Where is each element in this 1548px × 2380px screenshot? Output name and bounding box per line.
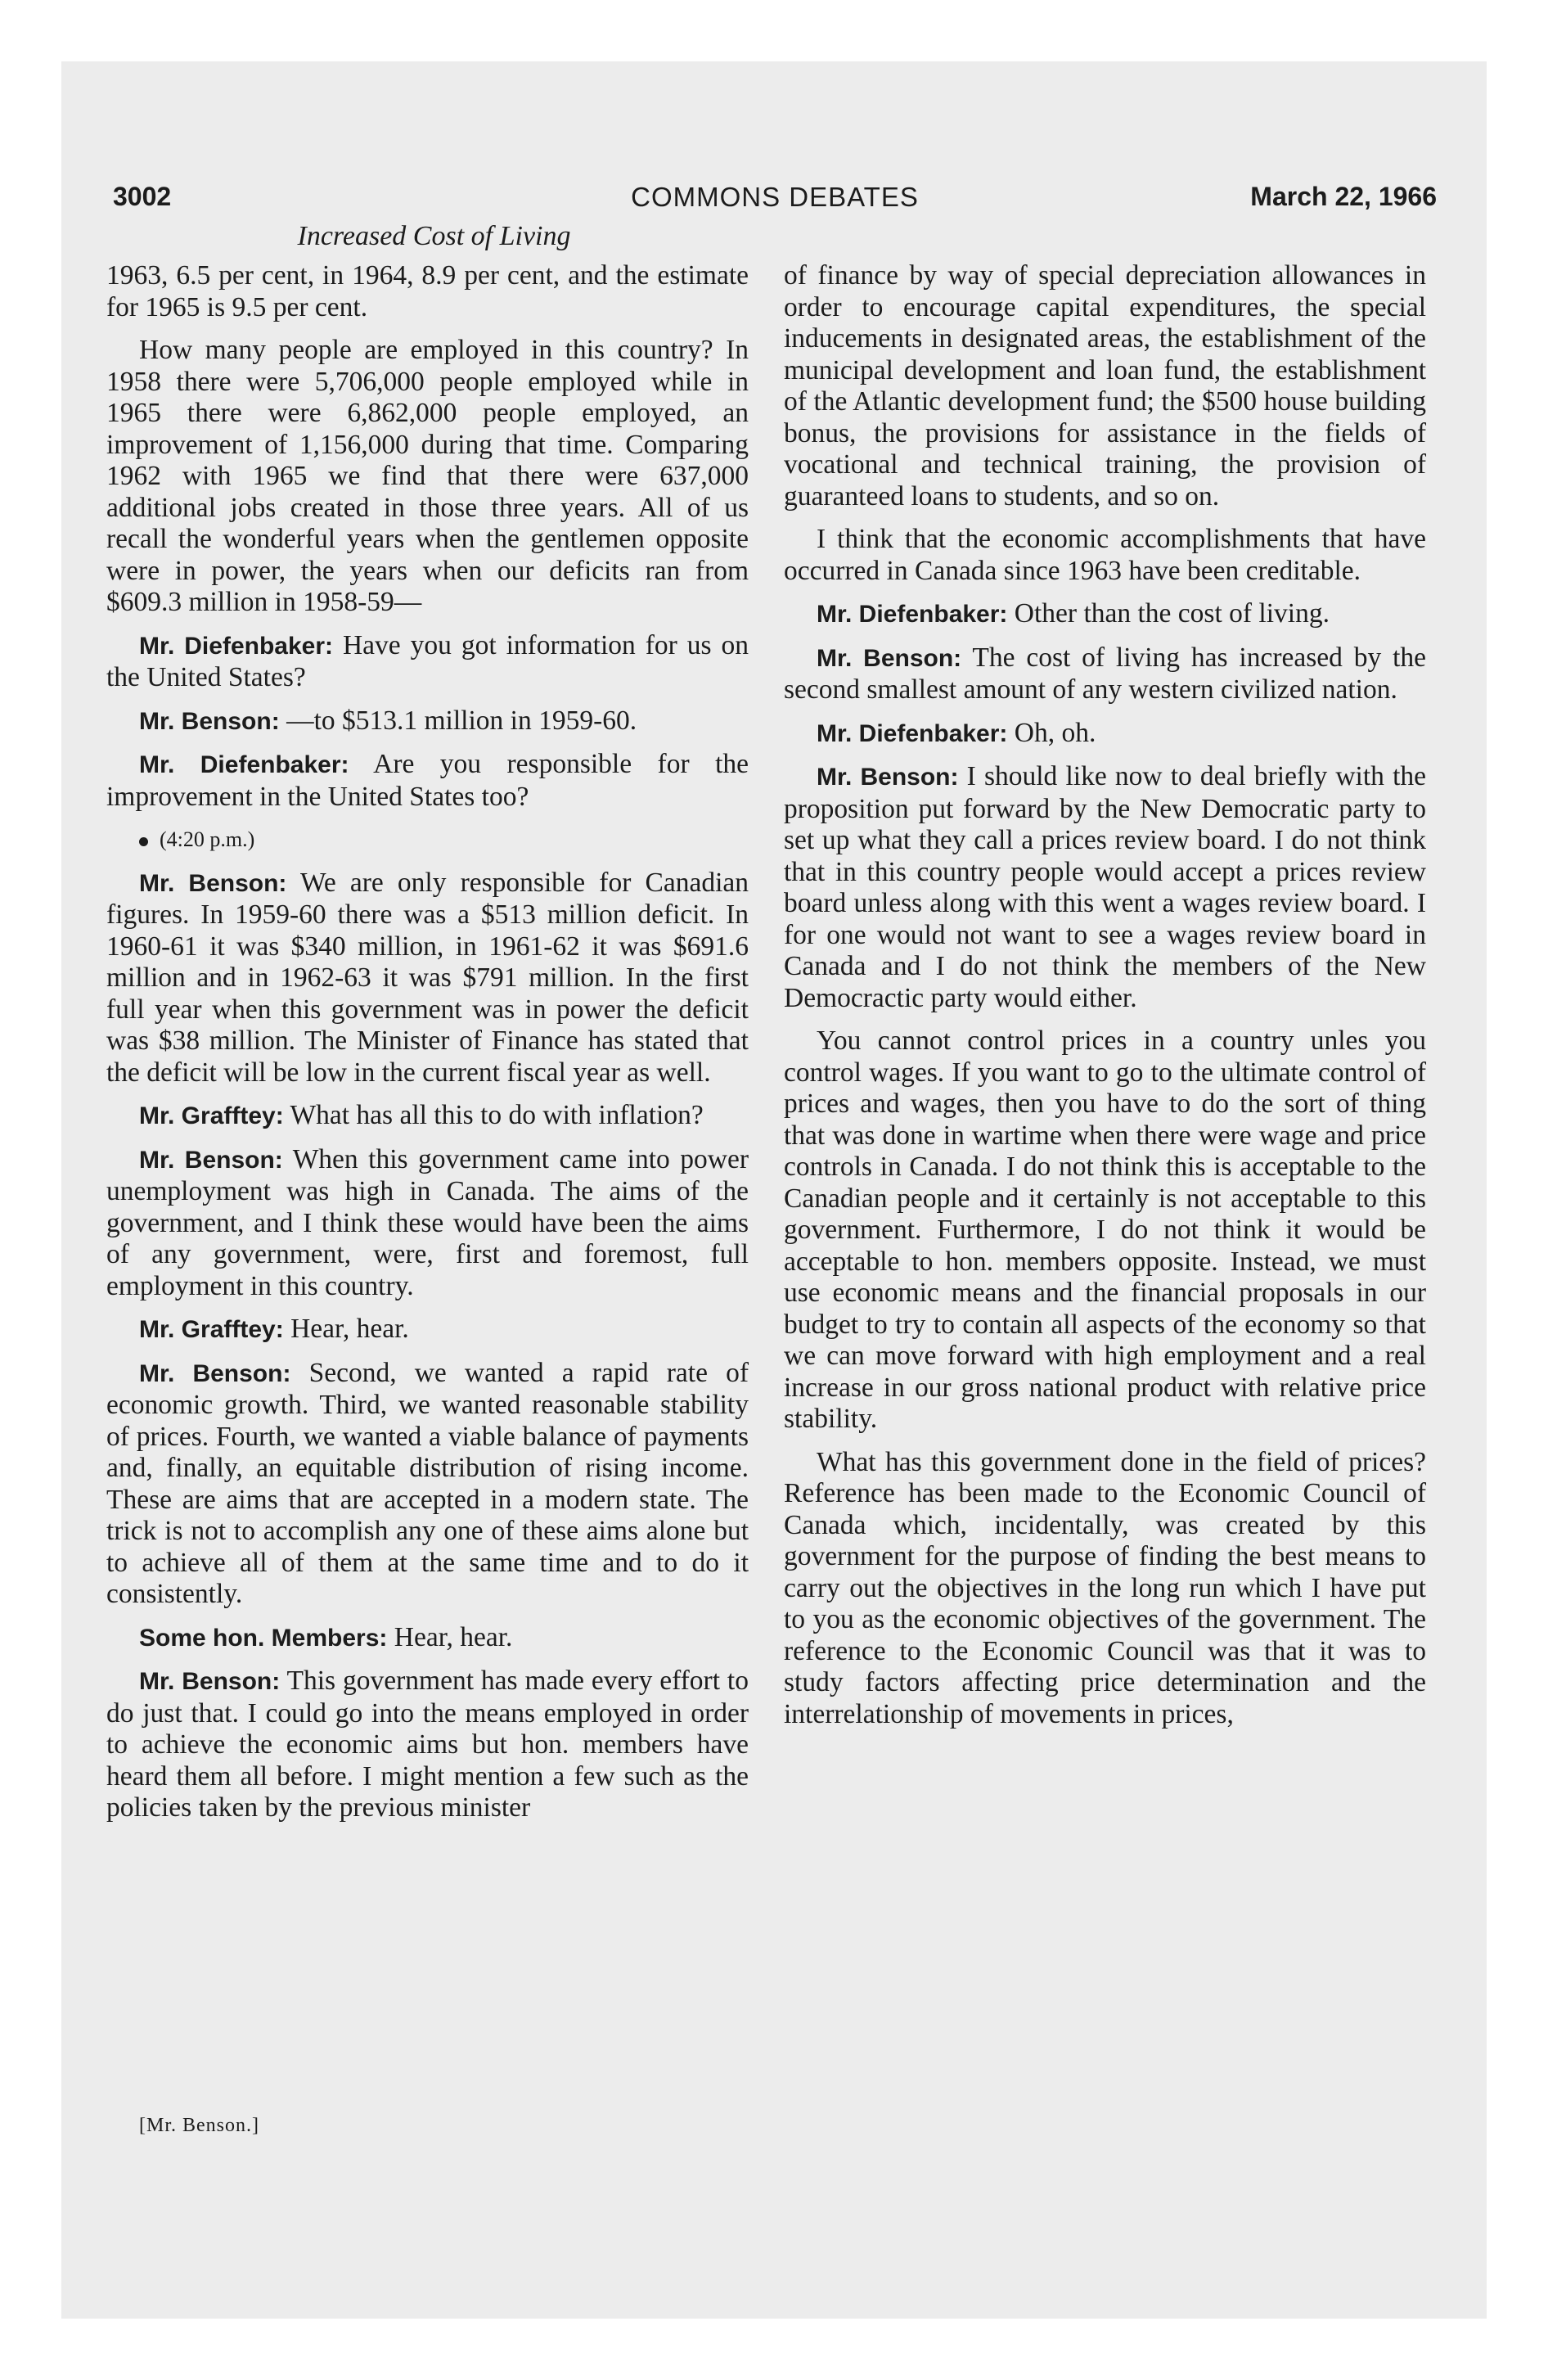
speaker-name: Mr. Benson:: [817, 644, 962, 672]
speaker-name: Mr. Benson:: [139, 1146, 283, 1174]
paragraph-text: You cannot control prices in a country unles you control wages. If you want to go to the ultimate control of prices and wages, then you have to do the sort of thing that was done in wartime when there were wage and price controls in Canada. I do not think this is acceptable to the Canadian people and it certainly is not acceptable to this government. Furthermore, I do not think it would be acceptable to hon. members opposite. Instead, we must use economic means and the financial proposals in our budget to try to contain all aspects of the economy so that we can move forward with high employment and a real increase in our gross national product with relative price stability.: [784, 1025, 1426, 1434]
time-text: (4:20 p.m.): [160, 827, 255, 851]
paragraph: [106, 705, 749, 738]
paragraph: [106, 1100, 749, 1133]
paragraph-text: I should like now to deal briefly with the proposition put forward by the New Democratic party to set up what they call a prices review board. I do not think that in this country people would accept a prices review board unless along with this went a wages review board. I for one would not want to see a wages review board in Canada and I do not think the members of the New Democractic party would either.: [784, 761, 1426, 1013]
paragraph-text: The cost of living has increased by the second smallest amount of any western civilized nation.: [784, 642, 1426, 705]
paragraph: [106, 1666, 749, 1824]
paragraph: [784, 718, 1426, 751]
speaker-name: Mr. Diefenbaker:: [817, 719, 1008, 747]
speaker-name: Mr. Diefenbaker:: [817, 601, 1008, 628]
paragraph-text: When this government came into power unemployment was high in Canada. The aims of the government, and I think these would have been the aims of any government, were, first and foremost, full employment in this country.: [106, 1143, 749, 1301]
left-column: [106, 260, 749, 1836]
paragraph-text: Have you got information for us on the United States?: [106, 629, 749, 692]
paragraph-text: of finance by way of special depreciation allowances in order to encourage capital expenditures, the special inducements in designated areas, the establishment of the municipal development and loan fund, the establishment of the Atlantic development fund; the $500 house building bonus, the provisions for assistance in the fields of vocational and technical training, the provision of guaranteed loans to students, and so on.: [784, 260, 1426, 512]
speaker-name: Some hon. Members:: [139, 1624, 388, 1652]
paragraph-text: Second, we wanted a rapid rate of economic growth. Third, we wanted reasonable stability of prices. Fourth, we wanted a viable balance of payments and, finally, an equitable distribution of rising income. These are aims that are accepted in a modern state. The trick is not to accomplish any one of these aims alone but to achieve all of them at the same time and to do it consistently.: [106, 1357, 749, 1609]
paragraph-text: Hear, hear.: [290, 1314, 409, 1344]
speaker-name: Mr. Benson:: [139, 1359, 291, 1387]
bullet-icon: [139, 837, 148, 846]
paragraph: [106, 1622, 749, 1655]
paragraph-text: —to $513.1 million in 1959-60.: [286, 705, 637, 736]
paragraph: [784, 642, 1426, 706]
paragraph: [784, 598, 1426, 631]
speaker-name: Mr. Benson:: [139, 707, 280, 735]
publication-title: COMMONS DEBATES: [631, 182, 919, 212]
page-number: 3002: [113, 182, 172, 211]
paragraph: [106, 630, 749, 694]
paragraph: [106, 749, 749, 813]
speaker-name: Mr. Diefenbaker:: [139, 751, 349, 778]
page-date: March 22, 1966: [1250, 182, 1437, 211]
paragraph-text: Oh, oh.: [1014, 717, 1096, 748]
paragraph-text: Are you responsible for the improvement in the United States too?: [106, 749, 749, 812]
footer-speaker-name: [Mr. Benson.]: [139, 2115, 259, 2136]
paragraph-text: What has this government done in the field of prices? Reference has been made to the Economic Council of Canada which, incidentally, was created by this government for the purpose of finding the best means to carry out the objectives in the long run which I have put to you as the economic objectives of the government. The reference to the Economic Council was that it was to study factors affecting price determination and the interrelationship of movements in prices,: [784, 1446, 1426, 1729]
paragraph-text: We are only responsible for Canadian figures. In 1959-60 there was a $513 million deficit. In 1960-61 it was $340 million, in 1961-62 it was $691.6 million and in 1962-63 it was $791 million. In the first full year when this government was in power the deficit was $38 million. The Minister of Finance has stated that the deficit will be low in the current fiscal year as well.: [106, 867, 749, 1088]
paragraph: [784, 761, 1426, 1014]
paragraph-text: What has all this to do with inflation?: [290, 1100, 704, 1130]
time-marker: [106, 824, 749, 856]
section-subheading: Increased Cost of Living: [297, 221, 571, 251]
paragraph-text: Other than the cost of living.: [1014, 598, 1330, 629]
paragraph: [784, 1447, 1426, 1731]
page-header: [113, 182, 1437, 223]
speaker-name: Mr. Grafftey:: [139, 1102, 284, 1129]
paragraph: [784, 1025, 1426, 1436]
paragraph-text: I think that the economic accomplishments that have occurred in Canada since 1963 have been creditable.: [784, 524, 1426, 586]
right-column: [784, 260, 1426, 1742]
paragraph-text: This government has made every effort to do just that. I could go into the means employed in order to achieve the economic aims but hon. members have heard them all before. I might mention a few such as the policies taken by the previous minister: [106, 1666, 749, 1823]
speaker-name: Mr. Diefenbaker:: [139, 632, 333, 660]
paragraph-text: Hear, hear.: [394, 1621, 513, 1652]
paragraph: [784, 524, 1426, 587]
speaker-name: Mr. Benson:: [139, 1668, 281, 1695]
paragraph: [106, 1144, 749, 1303]
speaker-name: Mr. Grafftey:: [139, 1316, 284, 1343]
speaker-name: Mr. Benson:: [817, 764, 959, 791]
paragraph: [106, 868, 749, 1089]
paragraph-text: 1963, 6.5 per cent, in 1964, 8.9 per cent, and the estimate for 1965 is 9.5 per cent.: [106, 260, 749, 322]
paragraph: [784, 260, 1426, 512]
speaker-name: Mr. Benson:: [139, 869, 287, 897]
paragraph: [106, 260, 749, 323]
paragraph: [106, 335, 749, 619]
paragraph-text: How many people are employed in this country? In 1958 there were 5,706,000 people employed while in 1965 there were 6,862,000 people employed, an improvement of 1,156,000 during that time. Comparing 1962 with 1965 we find that there were 637,000 additional jobs created in those three years. All of us recall the wonderful years when the gentlemen opposite were in power, the years when our deficits ran from $609.3 million in 1958-59—: [106, 335, 749, 617]
paragraph: [106, 1358, 749, 1611]
paragraph: [106, 1314, 749, 1346]
